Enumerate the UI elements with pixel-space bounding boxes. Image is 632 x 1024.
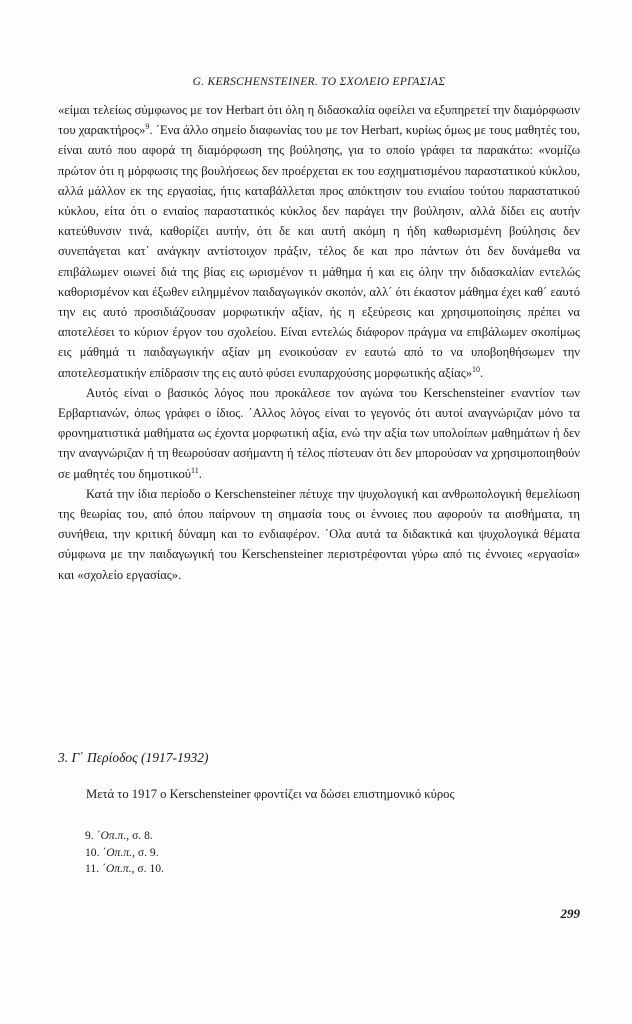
footnote-10 xyxy=(85,845,164,862)
paragraph-1-text: «είμαι τελείως σύμφωνος με τον Herbart ότι όλη η διδασκαλία οφείλει να εξυπηρετεί την διαμόρφωσιν του χαρακτήρος» xyxy=(58,103,580,138)
footnote-page: , σ. 10. xyxy=(131,862,164,875)
footnote-marker-9: 9 xyxy=(145,122,150,132)
paragraph-2-end: . xyxy=(198,466,202,481)
footnote-number: 11. xyxy=(85,862,100,875)
footnote-11 xyxy=(85,861,164,878)
footnote-marker-11: 11 xyxy=(191,465,199,475)
section-heading: 3. Γ΄ Περίοδος (1917-1932) xyxy=(58,750,209,765)
footnote-ref: ΄Οπ.π. xyxy=(96,829,127,842)
section-first-line: Μετά το 1917 ο Kerschensteiner φροντίζει να δώσει επιστημονικό κύρος xyxy=(86,787,455,801)
footnote-ref: ΄Οπ.π. xyxy=(101,862,132,875)
paragraph-1-text-cont: . ΄Ενα άλλο σημείο διαφωνίας του με τον Herbart, κυρίως όμως με τους μαθητές του, είναι αυτό που αφορά τη διαμόρφωση της βούλησης, για το οποίο γράφει τα παρακάτω: «νομίζω πρώτον ότι η μόρφωσις της βουλήσεως δεν προέρχεται εκ του εσχηματισμένου παραστατικού κύκλου, αλλά μάλλον εκ της εργασίας, ήτις καταβάλλεται προς απόκτησιν του ενιαίου τούτου παραστατικού κύκλου, είτα ότι ο ενιαίος παραστατικός κύκλος δεν παράγει την βούλησιν, αλλά δίδει εις αυτήν κατεύθυνσιν τινά, καθορίζει αυτήν, ότι δε και αυτή ακόμη η ήδη καθωρισμένη βούλησις δεν συνεπάγεται κατ΄ ανάγκην αντίστοιχον πράξιν, τέλος δε και προ πάντων ότι δεν δυνάμεθα να επιβάλωμεν οιωνεί διά της βίας εις ωρισμένον τι μάθημα ή και εις όλην την διδασκαλίαν εντελώς καθορισμένον και έξωθεν ειλημμένον παιδαγωγικόν σκοπόν, αλλ΄ ότι έκαστον μάθημα έχει καθ΄ εαυτό την εις αυτό προσιδιάζουσαν μορφωτικήν αξίαν, ής η εξεύρεσις και χρησιμοποίησις πρέπει να αποτελέσει το κύριον έργον του σχολείου. Είναι εντελώς διάφορον πράγμα να επιβάλωμεν σκοπίμως εις μάθημά τι παιδαγωγικήν αξίαν μη ενοικούσαν εν εαυτώ από το να υποβοηθήσωμεν την αποτελεσματικήν επίδρασιν της εις αυτό φύσει ενυπαρχούσης μορφωτικής αξίας» xyxy=(58,123,580,380)
footnote-page: , σ. 9. xyxy=(132,845,159,859)
footnote-ref: ΄Οπ.π. xyxy=(102,845,133,859)
footnote-number: 10. xyxy=(85,845,100,859)
footnote-marker-10: 10 xyxy=(472,364,480,374)
paragraph-2 xyxy=(58,383,580,484)
footnote-page: , σ. 8. xyxy=(126,829,153,842)
footnotes xyxy=(85,828,164,878)
paragraph-3: Κατά την ίδια περίοδο ο Kerschensteiner πέτυχε την ψυχολογική και ανθρωπολογική θεμελίωση της θεωρίας του, από όπου παίρνουν τη σημασία τους οι έννοιες που αφορούν τα αισθήματα, τη συνήθεια, την κριτική δύναμη και το ενδιαφέρον. ΄Ολα αυτά τα διδακτικά και ψυχολογικά θέματα σύμφωνα με την παιδαγωγική του Kerschensteiner περιστρέφονται γύρω από τις έννοιες «εργασία» και «σχολείο εργασίας». xyxy=(58,486,580,582)
running-header: G. KERSCHENSTEINER. ΤΟ ΣΧΟΛΕΙΟ ΕΡΓΑΣΙΑΣ xyxy=(192,76,446,88)
footnote-number: 9. xyxy=(85,829,94,842)
footnote-9 xyxy=(85,828,164,845)
page-number: 299 xyxy=(560,906,580,921)
body-text xyxy=(58,100,580,585)
paragraph-2-text: Αυτός είναι ο βασικός λόγος που προκάλεσε τον αγώνα του Kerschensteiner εναντίον των Ερβαρτιανών, όπως γράφει ο ίδιος. ΄Αλλος λόγος είναι το γεγονός ότι αυτοί αναγνώριζαν μόνο τα φρονηματιστικά μαθήματα ως έχοντα μορφωτική αξία, ενώ την αξία των υπολοίπων μαθημάτων ή δεν την αναγνώριζαν ή τη θεωρούσαν ασήμαντη ή τέλος πίστευαν ότι δεν μπορούσαν να χρησιμοποιηθούν σε μαθητές του δημοτικού xyxy=(58,385,580,481)
paragraph-1-end: . xyxy=(480,365,484,380)
paragraph-1 xyxy=(58,100,580,383)
